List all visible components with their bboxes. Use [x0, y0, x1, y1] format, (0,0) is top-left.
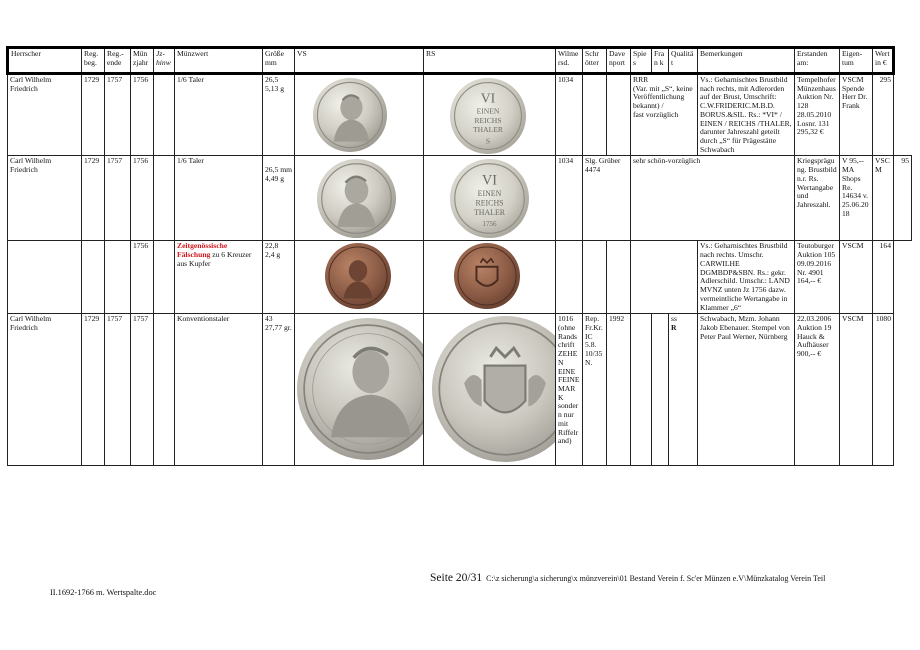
header-herrscher: Herrscher — [8, 48, 82, 74]
cell-wert: 295 — [873, 74, 894, 156]
cell-reg-ende: 1757 — [105, 314, 131, 466]
cell-rs-image — [424, 241, 556, 314]
cell-muenzwert: 1/6 Taler — [175, 156, 263, 241]
rarity-grade: R — [671, 322, 677, 332]
cell-muenzjahr: 1757 — [131, 314, 154, 466]
rs-legend-line: VI — [480, 90, 496, 106]
cell-groesse: 26,5 mm 4,49 g — [263, 156, 295, 241]
header-davenport: Dave nport — [607, 48, 631, 74]
cell-groesse: 22,8 2,4 g — [263, 241, 295, 314]
cell-reg-ende — [105, 241, 131, 314]
page-footer — [430, 572, 825, 584]
cell-schroetter: Rep. Fr.Kr. IC 5.8. 10/35N. — [583, 314, 607, 466]
rs-legend-line: REICHS — [475, 199, 504, 209]
cell-herrscher: Carl Wilhelm Friedrich — [8, 314, 82, 466]
cell-davenport: 1992 — [607, 314, 631, 466]
header-rs: RS — [424, 48, 556, 74]
cell-bemerkungen: Schwabach, Mzm. Johann Jakob Ebenauer. Stempel von Peter Paul Werner, Nürnberg — [698, 314, 795, 466]
header-groesse: Größe mm — [263, 48, 295, 74]
rs-legend-line: 1756 — [482, 220, 497, 229]
cell-jz-hinw — [154, 156, 175, 241]
header-spies: Spie s — [631, 48, 652, 74]
cell-bemerkungen: Vs.: Geharnischtes Brustbild nach rechts, mit Adlerorden auf der Brust, Umschrift: C.W.FRIDERIC.M.B.D. BORUS.&SIL. Rs.: *VI* / EINEN / REICHS /THALER, darunter Jahreszahl geteilt durch „S“ für Prägestätte Schwabach — [698, 74, 795, 156]
cell-schroetter — [583, 241, 607, 314]
muenzwert-rest: zu 6 Kreuzer aus Kupfer — [177, 250, 252, 268]
cell-erstanden: Tempelhofer Münzenhaus Auktion Nr. 128 28.05.2010 Losnr. 131 295,32 € — [795, 74, 840, 156]
header-vs: VS — [295, 48, 424, 74]
copper-portrait-coin-icon — [325, 243, 391, 309]
cell-erstanden: V 95,-- MA Shops Re. 14634 v. 25.06.2018 — [840, 156, 873, 241]
cell-schroetter — [583, 74, 607, 156]
header-muenzjahr: Mün zjahr — [131, 48, 154, 74]
value-coin-reverse-icon — [450, 159, 529, 238]
header-jz-hinw: Jz- hinw — [154, 48, 175, 74]
page-number: Seite 20/31 — [430, 572, 483, 584]
header-schroetter: Schr ötter — [583, 48, 607, 74]
cell-muenzwert — [175, 241, 263, 314]
cell-spies-qualitaet: sehr schön-vorzüglich — [631, 156, 795, 241]
cell-eigentum: VSCM Spende Herr Dr. Frank — [840, 74, 873, 156]
cell-davenport — [607, 241, 631, 314]
cell-muenzjahr: 1756 — [131, 241, 154, 314]
cell-groesse: 43 27,77 gr. — [263, 314, 295, 466]
cell-jz-hinw — [154, 314, 175, 466]
portrait-coin-obverse-icon — [313, 78, 387, 152]
cell-muenzwert: 1/6 Taler — [175, 74, 263, 156]
cell-wilme: 1016 (ohne Randschrift ZEHEN EINE FEINE MARK sondern nur mit Riffelrand) — [556, 314, 583, 466]
taler-arms-coin-icon — [432, 316, 556, 462]
cell-rs-image — [424, 314, 556, 466]
coin-catalog-table — [6, 46, 912, 466]
cell-vs-image — [295, 74, 424, 156]
table-row — [8, 74, 912, 156]
cell-wilme: 1034 — [556, 156, 583, 241]
header-bemerkungen: Bemerkungen — [698, 48, 795, 74]
rs-legend-line: EINEN — [477, 189, 502, 199]
rs-legend-line: THALER — [473, 124, 503, 134]
cell-reg-beg: 1729 — [82, 156, 105, 241]
header-frank: Fran k — [652, 48, 669, 74]
counterfeit-label: Zeitgenössische Fälschung — [177, 241, 228, 260]
cell-davenport — [607, 74, 631, 156]
quality-grade: ss — [671, 314, 677, 324]
cell-wilme — [556, 241, 583, 314]
file-path: C:\z sicherung\a sicherung\x münzverein\01 Bestand Verein f. Sc'er Münzen e.V\Münzkatalog Verein Teil — [486, 574, 826, 583]
table-row — [8, 241, 912, 314]
table-row — [8, 314, 912, 466]
header-eigentum: Eigen- tum — [840, 48, 873, 74]
rs-legend-line: S — [485, 136, 491, 146]
cell-herrscher: Carl Wilhelm Friedrich — [8, 156, 82, 241]
rs-legend-line: THALER — [473, 208, 506, 218]
cell-frank — [652, 314, 669, 466]
header-qualitaet: Qualität — [669, 48, 698, 74]
cell-reg-ende: 1757 — [105, 74, 131, 156]
header-erstanden: Erstanden am: — [795, 48, 840, 74]
copper-eagle-coin-icon — [454, 243, 520, 309]
rs-legend-line: VI — [481, 172, 498, 189]
cell-herrscher: Carl Wilhelm Friedrich — [8, 74, 82, 156]
cell-erstanden: 22.03.2006 Auktion 19 Hauck & Aufhäuser 900,-- € — [795, 314, 840, 466]
cell-vs-image — [295, 241, 424, 314]
header-wilme: Wilme rsd. — [556, 48, 583, 74]
cell-muenzwert: Konventionstaler — [175, 314, 263, 466]
taler-portrait-coin-icon — [297, 318, 424, 460]
cell-vs-image — [295, 156, 424, 241]
cell-vs-image — [295, 314, 424, 466]
file-name: II.1692-1766 m. Wertspalte.doc — [50, 588, 157, 597]
cell-reg-beg — [82, 241, 105, 314]
cell-spies-qualitaet: RRR (Var. mit „S“, keine Veröffentlichung bekannt) / fast vorzüglich — [631, 74, 698, 156]
cell-muenzjahr: 1756 — [131, 74, 154, 156]
header-row — [8, 48, 912, 74]
catalog-sheet — [6, 46, 912, 466]
cell-groesse: 26,5 5,13 g — [263, 74, 295, 156]
cell-wert: 1080 — [873, 314, 894, 466]
header-wert: Wert in € — [873, 48, 894, 74]
cell-herrscher — [8, 241, 82, 314]
cell-bemerkungen: Kriegsprägung. Brustbild n.r. Rs. Wertangabe und Jahreszahl. — [795, 156, 840, 241]
cell-spies-qualitaet — [631, 241, 698, 314]
cell-eigentum: VSCM — [840, 314, 873, 466]
header-reg-ende: Reg.- ende — [105, 48, 131, 74]
cell-eigentum: VSCM — [873, 156, 894, 241]
cell-spies — [631, 314, 652, 466]
cell-jz-hinw — [154, 74, 175, 156]
cell-wert: 164 — [873, 241, 894, 314]
cell-schroetter: Slg. Grüber 4474 — [583, 156, 631, 241]
cell-reg-beg: 1729 — [82, 314, 105, 466]
rs-legend-line: REICHS — [474, 115, 502, 125]
cell-qualitaet — [669, 314, 698, 466]
cell-rs-image — [424, 74, 556, 156]
cell-jz-hinw — [154, 241, 175, 314]
cell-wilme: 1034 — [556, 74, 583, 156]
rs-legend-line: EINEN — [476, 106, 500, 116]
value-coin-reverse-icon — [450, 78, 526, 154]
cell-erstanden: Teutoburger Auktion 105 09.09.2016 Nr. 4901 164,-- € — [795, 241, 840, 314]
portrait-coin-obverse-icon — [317, 159, 396, 238]
cell-muenzjahr: 1756 — [131, 156, 154, 241]
header-muenzwert: Münzwert — [175, 48, 263, 74]
cell-reg-beg: 1729 — [82, 74, 105, 156]
cell-wert: 95 — [894, 156, 912, 241]
cell-bemerkungen: Vs.: Geharnischtes Brustbild nach rechts. Umschr. CARWILHE DGMBDP&SBN. Rs.: gekr. Adlerschild. Umschr.: LAND MVNZ unten Jz 1756 dazw. vermeintliche Wertangabe in Klammer „6“ — [698, 241, 795, 314]
cell-rs-image — [424, 156, 556, 241]
table-row — [8, 156, 912, 241]
cell-reg-ende: 1757 — [105, 156, 131, 241]
cell-eigentum: VSCM — [840, 241, 873, 314]
header-reg-beg: Reg. beg. — [82, 48, 105, 74]
